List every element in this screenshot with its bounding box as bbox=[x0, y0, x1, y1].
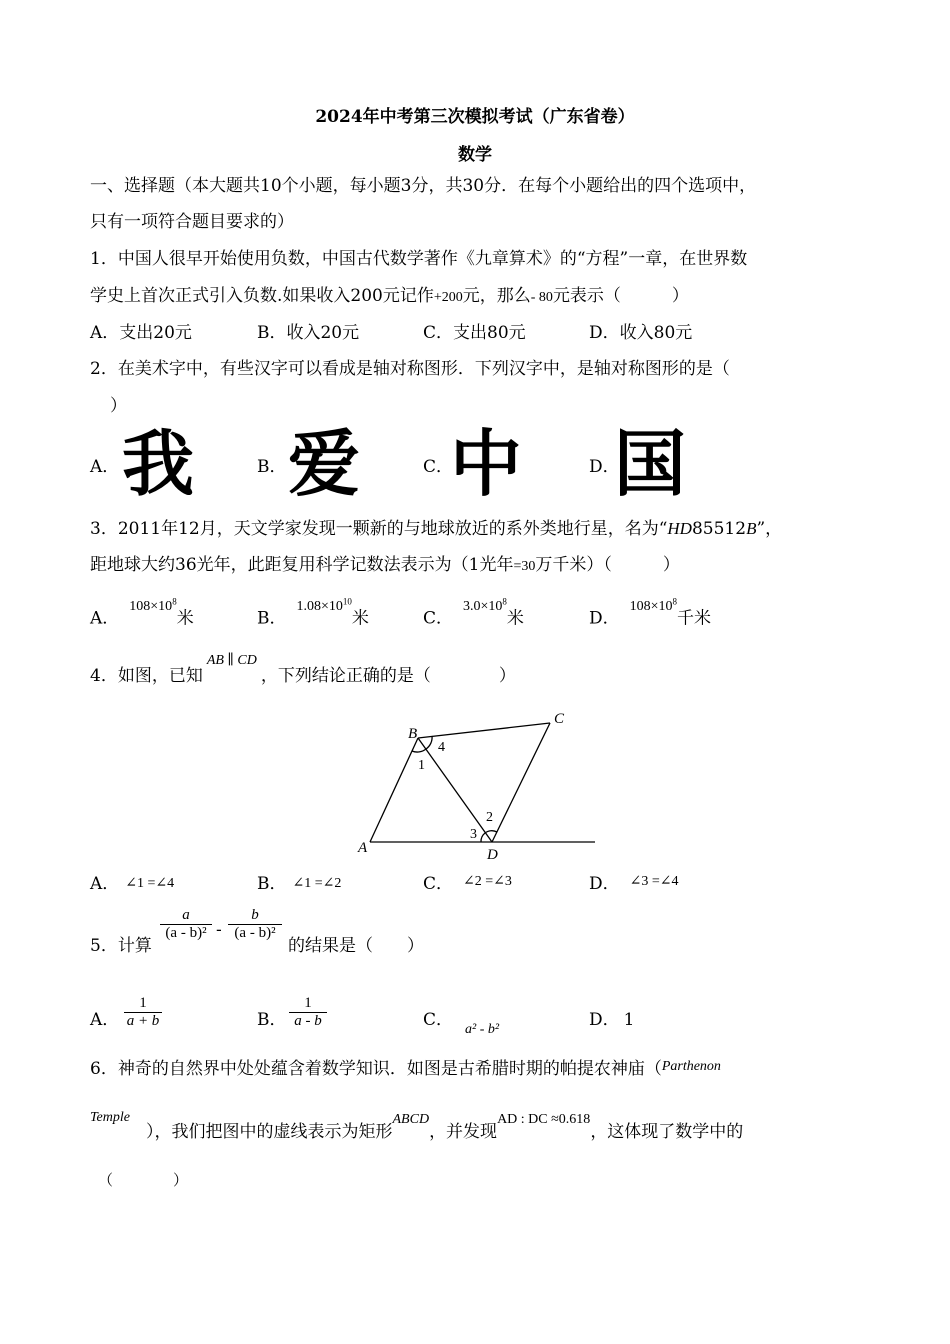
q5-option-a-denominator: a + b bbox=[126, 1013, 160, 1029]
q5-option-c[interactable] bbox=[423, 1008, 500, 1037]
q4-label-b: B bbox=[408, 726, 418, 742]
q4-option-a-label: A． bbox=[90, 874, 120, 894]
q2-option-a-label[interactable]: A． bbox=[90, 457, 120, 477]
q4-text-b: ，下列结论正确的是（ ） bbox=[260, 666, 516, 686]
q3-option-c[interactable] bbox=[423, 596, 524, 633]
q2-line2: ） bbox=[110, 396, 127, 416]
q1-text-b: 元，那么 bbox=[462, 286, 531, 306]
q5-f2-numerator: b bbox=[251, 907, 259, 923]
q6-text-a: 6．神奇的自然界中处处蕴含着数学知识．如图是古希腊时期的帕提农神庙（ bbox=[90, 1059, 662, 1079]
q5-option-b-fraction[interactable] bbox=[289, 995, 327, 1030]
q5-option-a-numerator: 1 bbox=[139, 995, 147, 1011]
q3-option-b-base: 1.08×10 bbox=[296, 598, 343, 614]
q3-text-d: 万千米）（ ） bbox=[535, 555, 680, 575]
q3-option-a-base: 108×10 bbox=[129, 598, 173, 614]
q3-text-a: 3．2011年12月，天文学家发现一颗新的与地球放近的系外类地行星，名为“ bbox=[90, 519, 668, 539]
q4-option-b-label: B． bbox=[257, 874, 287, 894]
q1-text-a: 学史上首次正式引入负数.如果收入200元记作 bbox=[90, 286, 434, 306]
q3-option-d-exp: 8 bbox=[672, 596, 678, 606]
q4-angle-arc-4 bbox=[426, 736, 432, 749]
q3-option-d-base: 108×10 bbox=[629, 598, 673, 614]
q3-option-b-math bbox=[296, 596, 352, 614]
q3-star-name-b: B bbox=[746, 519, 757, 538]
q3-option-c-unit: 米 bbox=[506, 608, 524, 629]
q5-f1-denominator: (a - b)² bbox=[165, 925, 207, 941]
q3-option-a-math bbox=[129, 596, 177, 614]
q5-option-b-label[interactable]: B． bbox=[257, 1010, 287, 1030]
q6-math-temple bbox=[90, 1104, 130, 1130]
q6-text-d: ，这体现了数学中的 bbox=[590, 1122, 744, 1142]
q5-option-d-value: 1 bbox=[623, 1010, 635, 1030]
q3-option-d-label: D． bbox=[589, 608, 620, 629]
q3-option-a-unit: 米 bbox=[176, 608, 194, 629]
q5-option-b-numerator: 1 bbox=[304, 995, 312, 1011]
q6-line1 bbox=[90, 1057, 721, 1083]
q4-option-d-label: D． bbox=[589, 874, 620, 894]
q6-math-ratio: AD : DC ≈0.618 bbox=[497, 1112, 591, 1127]
q3-option-d-math bbox=[629, 596, 678, 614]
q5-text-post: 的结果是（ ） bbox=[288, 936, 424, 956]
q5-fraction-1 bbox=[160, 907, 212, 942]
q6-math-parthenon: Parthenon bbox=[661, 1059, 721, 1074]
q4-option-a-math: ∠1 =∠4 bbox=[125, 876, 175, 891]
q2-option-d-char[interactable]: 国 bbox=[614, 422, 687, 506]
q6-math-abcd: ABCD bbox=[392, 1112, 430, 1127]
q4-option-c[interactable] bbox=[423, 872, 512, 898]
q2-option-b-label[interactable]: B． bbox=[257, 457, 287, 477]
q3-line1 bbox=[90, 517, 782, 541]
q4-angle-arc-3 bbox=[481, 833, 485, 842]
q4-segment-ab bbox=[370, 738, 418, 842]
q3-star-name-hd: HD bbox=[667, 519, 692, 538]
q4-math-parallel: AB ∥ CD bbox=[206, 653, 257, 668]
q4-label-c: C bbox=[554, 711, 565, 727]
q6-line3: （ ） bbox=[98, 1171, 189, 1189]
q1-text-c: 元表示（ ） bbox=[552, 286, 689, 306]
q3-math-eq30: =30 bbox=[513, 559, 536, 574]
exam-title: 2024年中考第三次模拟考试（广东省卷） bbox=[315, 107, 635, 127]
q5-option-a-fraction[interactable] bbox=[124, 995, 162, 1030]
q5-f1-numerator: a bbox=[182, 907, 190, 923]
q5-option-c-math: a² - b² bbox=[465, 1022, 500, 1037]
q4-option-c-label: C． bbox=[423, 874, 454, 894]
q1-math-minus80: - 80 bbox=[530, 290, 553, 305]
q4-label-d: D bbox=[487, 847, 498, 863]
q1-option-c[interactable]: C．支出80元 bbox=[423, 323, 526, 343]
q6-temple-word: Temple bbox=[90, 1110, 130, 1125]
q3-star-name-num: 85512 bbox=[691, 519, 747, 539]
q4-option-b-math: ∠1 =∠2 bbox=[292, 876, 342, 891]
q3-option-c-base: 3.0×10 bbox=[463, 598, 503, 614]
q5-option-d-label: D． bbox=[589, 1010, 620, 1030]
q2-option-d-label[interactable]: D． bbox=[589, 457, 620, 477]
q4-segment-bd bbox=[418, 738, 492, 842]
q3-option-c-exp: 8 bbox=[502, 596, 507, 606]
q3-option-a-exp: 8 bbox=[172, 596, 177, 606]
q3-option-c-math bbox=[463, 596, 507, 614]
q5-minus-sign: - bbox=[216, 920, 222, 940]
q4-option-d-math: ∠3 =∠4 bbox=[629, 874, 679, 889]
subject-title: 数学 bbox=[458, 145, 492, 165]
q1-line2 bbox=[90, 284, 689, 310]
q3-option-a-label: A． bbox=[90, 608, 120, 629]
q3-text-c: 距地球大约36光年，此距复用科学记数法表示为（1光年 bbox=[90, 555, 514, 575]
q4-angle-label-2: 2 bbox=[486, 810, 493, 825]
q3-option-b[interactable] bbox=[257, 596, 369, 633]
q4-angle-label-4: 4 bbox=[438, 740, 445, 755]
q4-segment-bc bbox=[418, 723, 550, 738]
q4-geometry-figure bbox=[350, 705, 610, 865]
q4-angle-label-1: 1 bbox=[418, 758, 425, 773]
q5-text-pre: 5．计算 bbox=[90, 936, 152, 956]
q3-option-d[interactable] bbox=[589, 596, 712, 633]
q4-option-b[interactable] bbox=[257, 872, 341, 898]
section-heading-line1: 一、选择题（本大题共10个小题，每小题3分，共30分．在每个小题给出的四个选项中， bbox=[90, 176, 757, 196]
q4-option-a[interactable] bbox=[90, 872, 174, 898]
q4-label-a: A bbox=[358, 840, 368, 856]
q1-option-a[interactable]: A．支出20元 bbox=[90, 323, 192, 343]
q1-option-b[interactable]: B．收入20元 bbox=[257, 323, 360, 343]
q3-option-b-label: B． bbox=[257, 608, 287, 629]
q3-option-b-exp: 10 bbox=[342, 596, 352, 606]
q5-fraction-2 bbox=[228, 907, 282, 942]
q3-text-b: ”， bbox=[756, 519, 783, 539]
q5-option-c-label: C． bbox=[423, 1010, 454, 1030]
q2-option-c-char[interactable]: 中 bbox=[450, 422, 523, 506]
q3-option-b-unit: 米 bbox=[351, 608, 369, 629]
q2-option-b-char[interactable]: 爱 bbox=[288, 422, 361, 506]
q1-math-plus200: +200 bbox=[433, 290, 463, 305]
q2-line1: 2．在美术字中，有些汉字可以看成是轴对称图形．下列汉字中，是轴对称图形的是（ bbox=[90, 359, 730, 379]
q4-angle-arc-2 bbox=[485, 831, 497, 833]
q4-angle-label-3: 3 bbox=[470, 827, 477, 842]
q4-text-a: 4．如图，已知 bbox=[90, 666, 203, 686]
q1-line1: 1．中国人很早开始使用负数，中国古代数学著作《九章算术》的“方程”一章，在世界数 bbox=[90, 249, 748, 269]
q3-option-c-label: C． bbox=[423, 608, 454, 629]
q5-f2-denominator: (a - b)² bbox=[234, 925, 276, 941]
q5-option-a-label[interactable]: A． bbox=[90, 1010, 120, 1030]
q4-option-c-math: ∠2 =∠3 bbox=[463, 874, 512, 889]
q1-option-d[interactable]: D．收入80元 bbox=[589, 323, 693, 343]
q4-segment-cd bbox=[492, 723, 550, 842]
q6-text-b: ），我们把图中的虚线表示为矩形 bbox=[146, 1122, 393, 1142]
q5-option-b-denominator: a - b bbox=[294, 1013, 322, 1029]
section-heading-line2: 只有一项符合题目要求的） bbox=[90, 212, 294, 232]
q3-line2 bbox=[90, 553, 680, 579]
q2-option-c-label[interactable]: C． bbox=[423, 457, 454, 477]
q3-option-a[interactable] bbox=[90, 596, 194, 633]
q3-option-d-unit: 千米 bbox=[677, 608, 712, 629]
q4-angle-arc-1 bbox=[412, 749, 426, 752]
q6-text-c: ，并发现 bbox=[429, 1122, 498, 1142]
q2-option-a-char[interactable]: 我 bbox=[122, 422, 195, 506]
q5-option-d[interactable] bbox=[589, 1008, 634, 1032]
q4-option-d[interactable] bbox=[589, 872, 679, 898]
